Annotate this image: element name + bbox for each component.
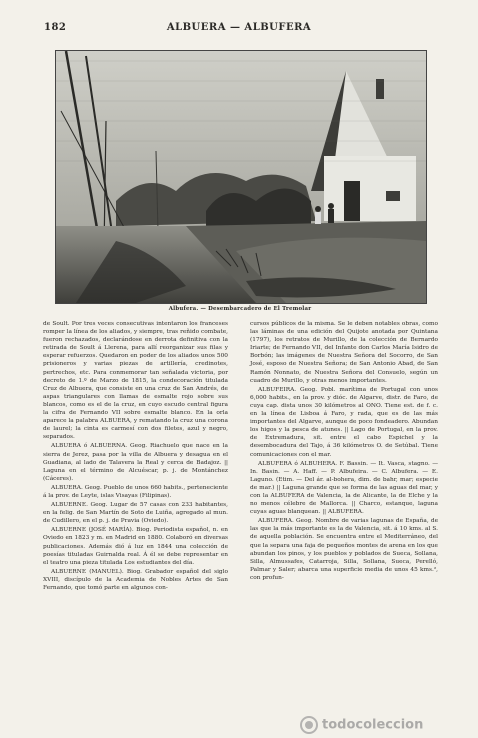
watermark-logo <box>300 716 470 734</box>
running-title: ALBUERA — ALBUFERA <box>166 22 312 33</box>
lagoon-photograph <box>55 50 427 304</box>
watermark-text: todocoleccion <box>322 717 424 733</box>
entry-albuera-philippines: ALBUERA. Geog. Pueblo de unos 660 habits., perteneciente á la prov. de Leyte, islas Visayas (Filipinas). <box>43 484 228 499</box>
right-text-column <box>250 320 438 583</box>
entry-albufeira: ALBUFEIRA. Geog. Pobl. marítima de Portugal con unos 6,000 habits., en la prov. y dióc. de Algarve, distr. de Faro, de cuya cap. dista unos 30 kilómetros al ONO. Tiene est. de f. c. en la línea de Lisboa á Faro, y rada, que es de las más importantes del Algarve, aunque de poco fondeadero. Abundan los higos y la pesca de atunes. || Lago de Portugal, en la prov. de Extremadura, sit. entre el cabo Espichel y la desembocadura del Tajo, á 36 kilómetros O. de Setúbal. Tiene comunicaciones con el mar. <box>250 386 438 458</box>
watermark-circle-icon <box>300 716 318 734</box>
entry-albufera-geography: ALBUFERA. Geog. Nombre de varias lagunas de España, de las que la más importante es la de Valencia, sit. á 10 kms. al S. de aquella población. Se encuentra entre el Mediterráneo, del que la separa una faja de pequeños montes de arena en los que abundan los pinos, y los pueblos y poblados de Sueca, Sollana, Silla, Almussafes, Catarroja, Silla, Sollana, Sueca, Perelló, Palmar y Saler; abarca una superficie media de unos 45 kms.², con profun- <box>250 518 438 581</box>
page-number: 182 <box>44 22 67 33</box>
page-header <box>44 22 434 38</box>
entry-albufera-definition: ALBUFERA ó ALBUHERA. F. Bassin. — It. Vasca, stagno. — In. Basin. — A. Haff. — P. Albufeira. — C. Albufera. — E. Laguno. (Etim. — Del ár. al-bohera, dim. de bahr, mar; especie de mar.) || Laguna grande que se forma de las aguas del mar, y con la ALBUFERA de Valencia, la de Alicante, la de Elche y la no menos célebre de Mallorca. || Charco, estanque, laguna cuyas aguas blanquean. || ALBUFERA. <box>250 460 438 516</box>
photo-engraving <box>56 51 426 303</box>
left-text-column <box>43 320 228 593</box>
entry-albuerne-manuel: ALBUERNE (MANUEL). Biog. Grabador español del siglo XVIII, discípulo de la Academia de Nobles Artes de San Fernando, que tomó parte en algunos con- <box>43 568 228 591</box>
entry-albuerne-manuel-continued: cursos públicos de la misma. Se le deben notables obras, como las láminas de una edición del Quijote anotada por Quintana (1797), los retratos de Murillo, de la colección de Bernardo Iriarte; de Fernando VII, del Infante don Carlos María Isidro de Borbón; las imágenes de Nuestra Señora del Socorro, de San José, esposo de Nuestra Señora; de San Antonio Abad, de San Ramón Nonnato, de Nuestra Señora del Consuelo, según un cuadro de Murillo, y otras menos importantes. <box>250 321 438 384</box>
entry-albuerne-jose-maria: ALBUERNE (JOSÉ MARÍA). Biog. Periodista español, n. en Oviedo en 1823 y m. en Madrid en 1880. Colaboró en diversas publicaciones. Además dió á luz en 1844 una colección de poesías tituladas Guirnalda real. Á él se debe representar en el teatro una pieza titulada Los estudiantes del día. <box>43 527 228 566</box>
entry-albuera-albuerna: ALBUERA ó ALBUERNA. Geog. Riachuelo que nace en la sierra de Jerez, pasa por la villa de Albuera y desagua en el Guadiana, al lado de Talavera la Real y cerca de Badajoz. || Laguna en el término de Alcuéscar, p. j. de Montánchez (Cáceres). <box>43 443 228 482</box>
entry-albuerne-place: ALBUERNE. Geog. Lugar de 57 casas con 233 habitantes, en la felig. de San Martín de Soto de Luiña, agregado al mun. de Cudillero, en el p. j. de Pravia (Oviedo). <box>43 502 228 525</box>
entry-albuera-battle-continued: de Soult. Por tres veces consecutivas intentaron los franceses romper la línea de los aliados, y siempre, tras reñido combate, fueron rechazados, declarándose en derrota definitiva con la retirada de Soult á Llerena, para allí reorganizar sus filas y esperar refuerzos. Quedaron en poder de los aliados unos 500 prisioneros y varias piezas de artillería, credinotes, pertrechos, etc. Para conmemorar tan señalada victoria, por decreto de 1.º de Marzo de 1815, la condecoración titulada Cruz de Albuera, que consiste en una cruz de San Andrés, de aspas triangulares con llamas de esmalte rojo sobre sus blancos, como es el de la cruz, en cuyo escudo central figura la cifra de Fernando VII sobre esmalte blanco. En la orla aparece la palabra ALBUERA, y rematando la cruz una corona de laurel; la cinta es carmesí con dos filetes, azul y negro, separados. <box>43 321 228 441</box>
figure-caption: Albufera. — Desembarcadero de El Tremolar <box>168 306 312 312</box>
